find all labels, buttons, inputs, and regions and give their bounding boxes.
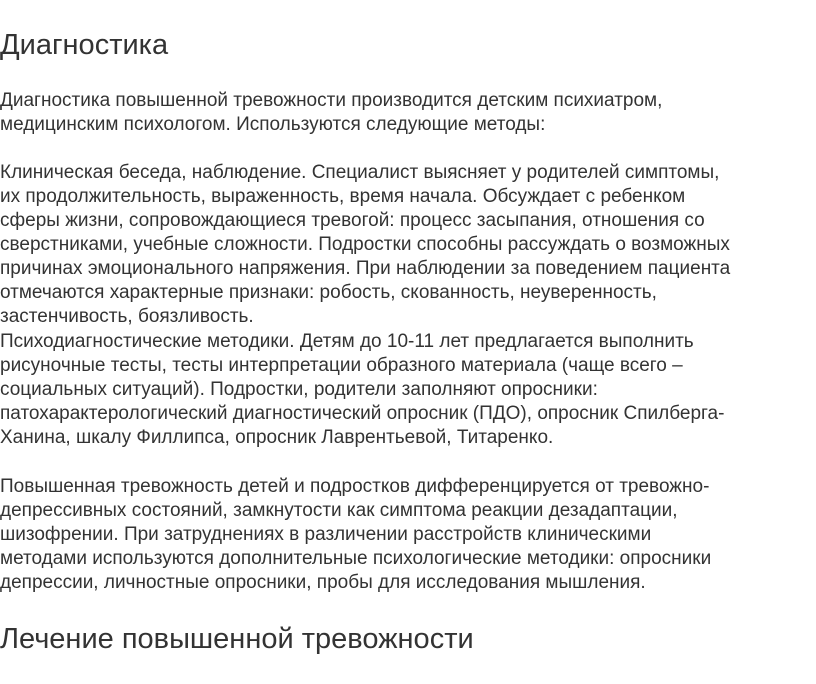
text-line: Психодиагностические методики. Детям до 10-11 лет предлагается выполнить <box>0 331 694 352</box>
text-line: причинах эмоционального напряжения. При наблюдении за поведением пациента <box>0 258 731 279</box>
text-line: Клиническая беседа, наблюдение. Специалист выясняет у родителей симптомы, <box>0 162 720 183</box>
intro-paragraph <box>0 89 808 137</box>
text-line: социальных ситуаций). Подростки, родители заполняют опросники: <box>0 379 598 400</box>
text-line: Ханина, шкалу Филлипса, опросник Лаврентьевой, Титаренко. <box>0 427 554 448</box>
diagnostics-heading: Диагностика <box>0 29 169 61</box>
text-line: Повышенная тревожность детей и подростков дифференцируется от тревожно- <box>0 476 710 497</box>
text-line: сверстниками, учебные сложности. Подростки способны рассуждать о возможных <box>0 234 730 255</box>
clinical-method-paragraph <box>0 161 808 329</box>
text-line: шизофрении. При затруднениях в различении расстройств клиническими <box>0 524 652 545</box>
text-line: рисуночные тесты, тесты интерпретации образного материала (чаще всего – <box>0 355 683 376</box>
text-line: депрессивных состояний, замкнутости как симптома реакции дезадаптации, <box>0 500 678 521</box>
text-line: застенчивость, боязливость. <box>0 306 254 327</box>
differential-diagnosis-paragraph <box>0 475 808 595</box>
text-line: методами используются дополнительные психологические методики: опросники <box>0 548 712 569</box>
text-line: медицинским психологом. Используются следующие методы: <box>0 114 546 135</box>
psychodiagnostic-method-paragraph <box>0 330 808 450</box>
text-line: патохарактерологический диагностический опросник (ПДО), опросник Спилберга- <box>0 403 725 424</box>
text-line: отмечаются характерные признаки: робость, скованность, неуверенность, <box>0 282 657 303</box>
text-line: их продолжительность, выраженность, время начала. Обсуждает с ребенком <box>0 186 686 207</box>
text-line: депрессии, личностные опросники, пробы для исследования мышления. <box>0 572 646 593</box>
text-line: сферы жизни, сопровождающиеся тревогой: процесс засыпания, отношения со <box>0 210 705 231</box>
treatment-heading: Лечение повышенной тревожности <box>0 623 474 655</box>
text-line: Диагностика повышенной тревожности производится детским психиатром, <box>0 90 663 111</box>
